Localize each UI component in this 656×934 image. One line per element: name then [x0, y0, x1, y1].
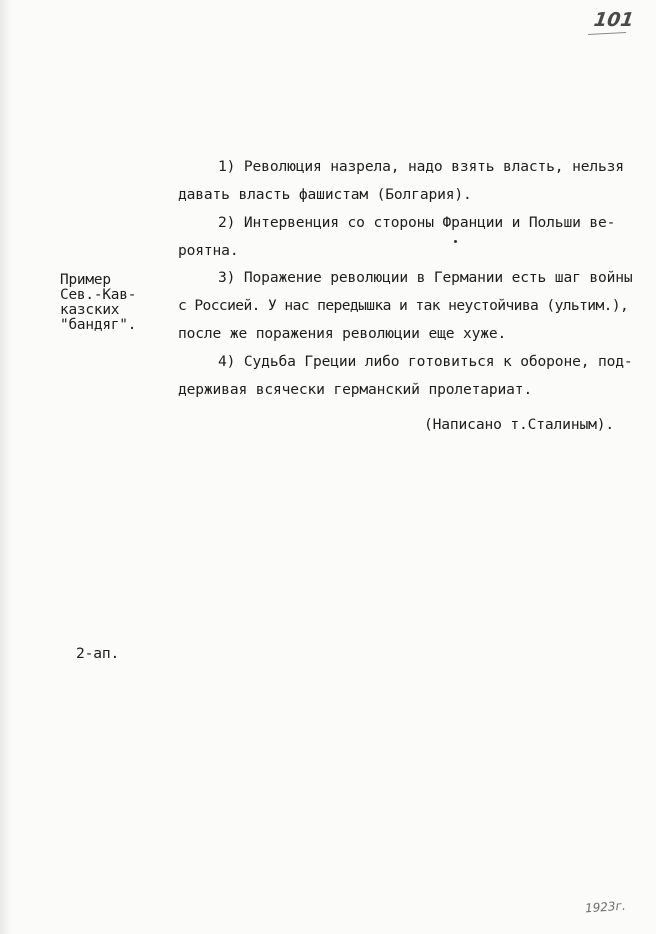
archive-page-number: 101	[592, 9, 636, 31]
margin-note	[60, 273, 136, 333]
attribution: (Написано т.Сталиным).	[424, 416, 614, 433]
paragraph-2-line-1: 2) Интервенция со стороны Франции и Польши ве-	[218, 214, 616, 231]
handwritten-year: 1923г.	[584, 898, 627, 916]
margin-note-line: "бандяг".	[60, 317, 137, 333]
paragraph-3-line-1: 3) Поражение революции в Германии есть шаг войны	[218, 269, 633, 286]
paragraph-2-line-2: роятна.	[178, 242, 239, 259]
paragraph-3-line-2: с Россией. У нас передышка и так неустойчива (ультим.),	[178, 297, 629, 314]
paragraph-4-line-2: держивая всячески германский пролетариат.	[178, 381, 533, 398]
paragraph-3-line-3: после же поражения революции еще хуже.	[178, 325, 507, 342]
paragraph-1-line-1: 1) Революция назрела, надо взять власть, нельзя	[218, 158, 624, 175]
margin-note-line: Пример	[60, 272, 111, 288]
stray-dot	[454, 240, 457, 243]
paragraph-4-line-1: 4) Судьба Греции либо готовиться к обороне, под-	[218, 353, 633, 370]
footer-note: 2-ап.	[76, 645, 120, 662]
margin-note-line: казских	[60, 302, 120, 318]
margin-note-line: Сев.-Кав-	[60, 287, 137, 303]
page-number-underline	[588, 32, 626, 35]
paragraph-1-line-2: давать власть фашистам (Болгария).	[178, 186, 472, 203]
